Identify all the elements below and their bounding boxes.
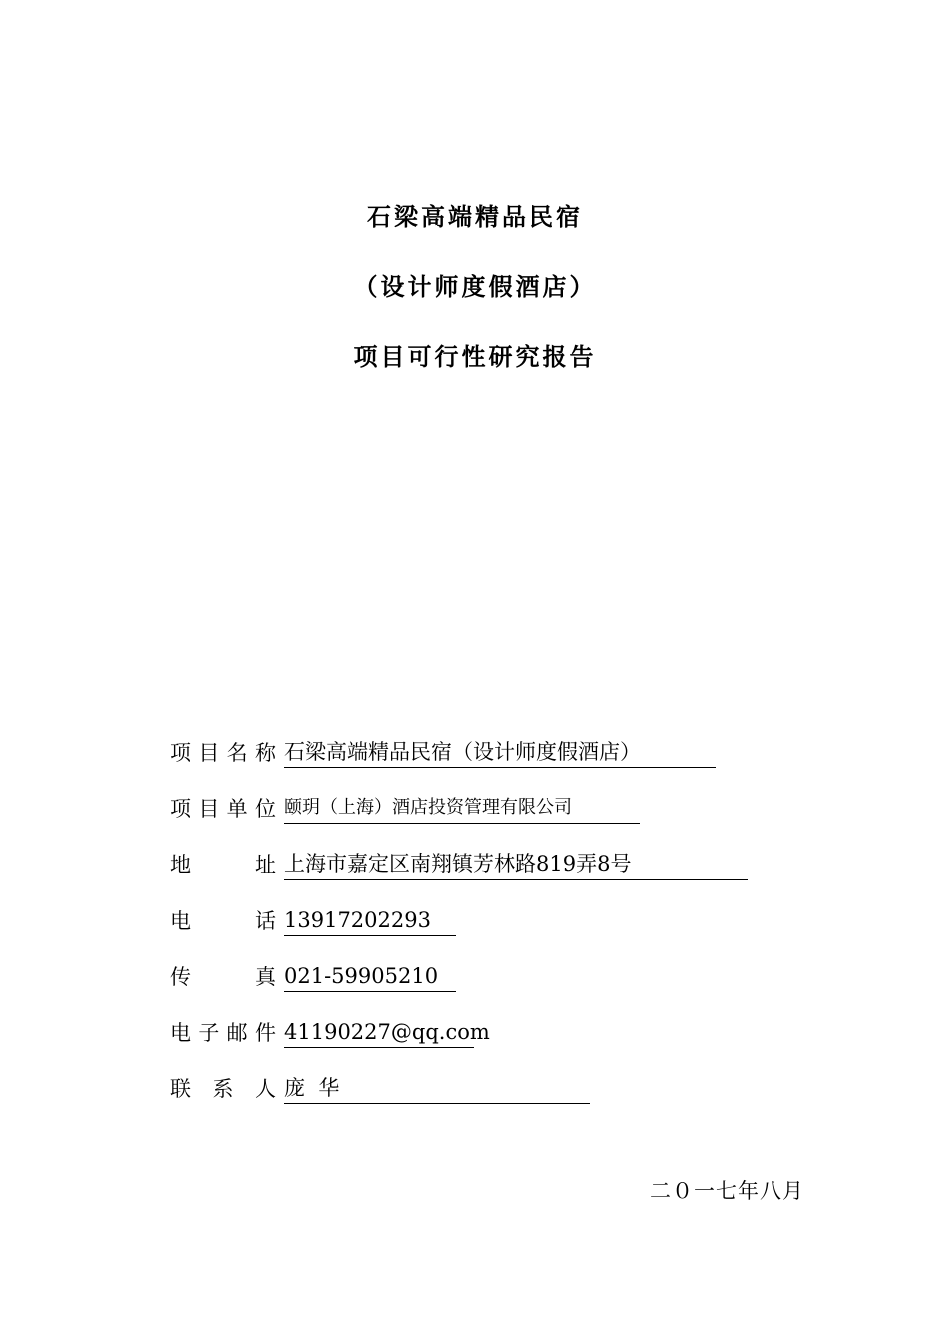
report-date: 二０一七年八月 (650, 1179, 804, 1203)
email-value: 41190227@qq.com (284, 1020, 490, 1044)
project-name-label (170, 738, 276, 768)
report-title-line-3: 项目可行性研究报告 (353, 343, 597, 371)
email-label (170, 1018, 276, 1048)
project-unit-field (284, 794, 640, 824)
phone-label (170, 906, 276, 936)
project-unit-value: 颐玥（上海）酒店投资管理有限公司 (284, 797, 572, 818)
label-char: 地 (170, 853, 191, 877)
contact-field (284, 1074, 590, 1104)
label-char: 人 (255, 1077, 276, 1101)
address-label (170, 850, 276, 880)
phone-value: 13917202293 (284, 908, 431, 932)
label-char: 联 (170, 1077, 191, 1101)
address-field (284, 850, 748, 880)
label-char: 位 (254, 797, 276, 821)
project-unit-label (170, 794, 276, 824)
label-char: 话 (255, 909, 276, 933)
contact-label (170, 1074, 276, 1104)
report-title-line-1: 石梁高端精品民宿 (367, 203, 583, 231)
label-char: 单 (226, 797, 248, 821)
label-char: 项 (170, 797, 191, 821)
label-char: 真 (255, 965, 276, 989)
label-char: 址 (255, 853, 276, 877)
label-char: 传 (170, 965, 191, 989)
phone-row (170, 902, 456, 936)
label-char: 子 (198, 1021, 220, 1045)
label-char: 邮 (226, 1021, 248, 1045)
label-char: 电 (170, 1021, 191, 1045)
label-char: 系 (212, 1077, 234, 1101)
report-title-line-2: （设计师度假酒店） (353, 273, 597, 301)
label-char: 项 (170, 741, 191, 765)
label-char: 目 (198, 741, 220, 765)
email-field (284, 1018, 490, 1048)
project-name-value: 石梁高端精品民宿（设计师度假酒店） (284, 740, 641, 764)
fax-row (170, 958, 456, 992)
label-char: 称 (254, 741, 276, 765)
fax-label (170, 962, 276, 992)
label-char: 目 (198, 797, 220, 821)
contact-row (170, 1070, 590, 1104)
project-name-row (170, 734, 716, 768)
address-row (170, 846, 748, 880)
phone-field (284, 906, 456, 936)
project-unit-row (170, 790, 640, 824)
address-value: 上海市嘉定区南翔镇芳林路819弄8号 (284, 852, 632, 876)
label-char: 件 (254, 1021, 276, 1045)
contact-value: 庞 华 (284, 1076, 340, 1100)
fax-value: 021-59905210 (284, 964, 439, 988)
label-char: 名 (226, 741, 248, 765)
email-row (170, 1014, 490, 1048)
label-char: 电 (170, 909, 191, 933)
fax-field (284, 962, 456, 992)
project-name-field (284, 738, 716, 768)
